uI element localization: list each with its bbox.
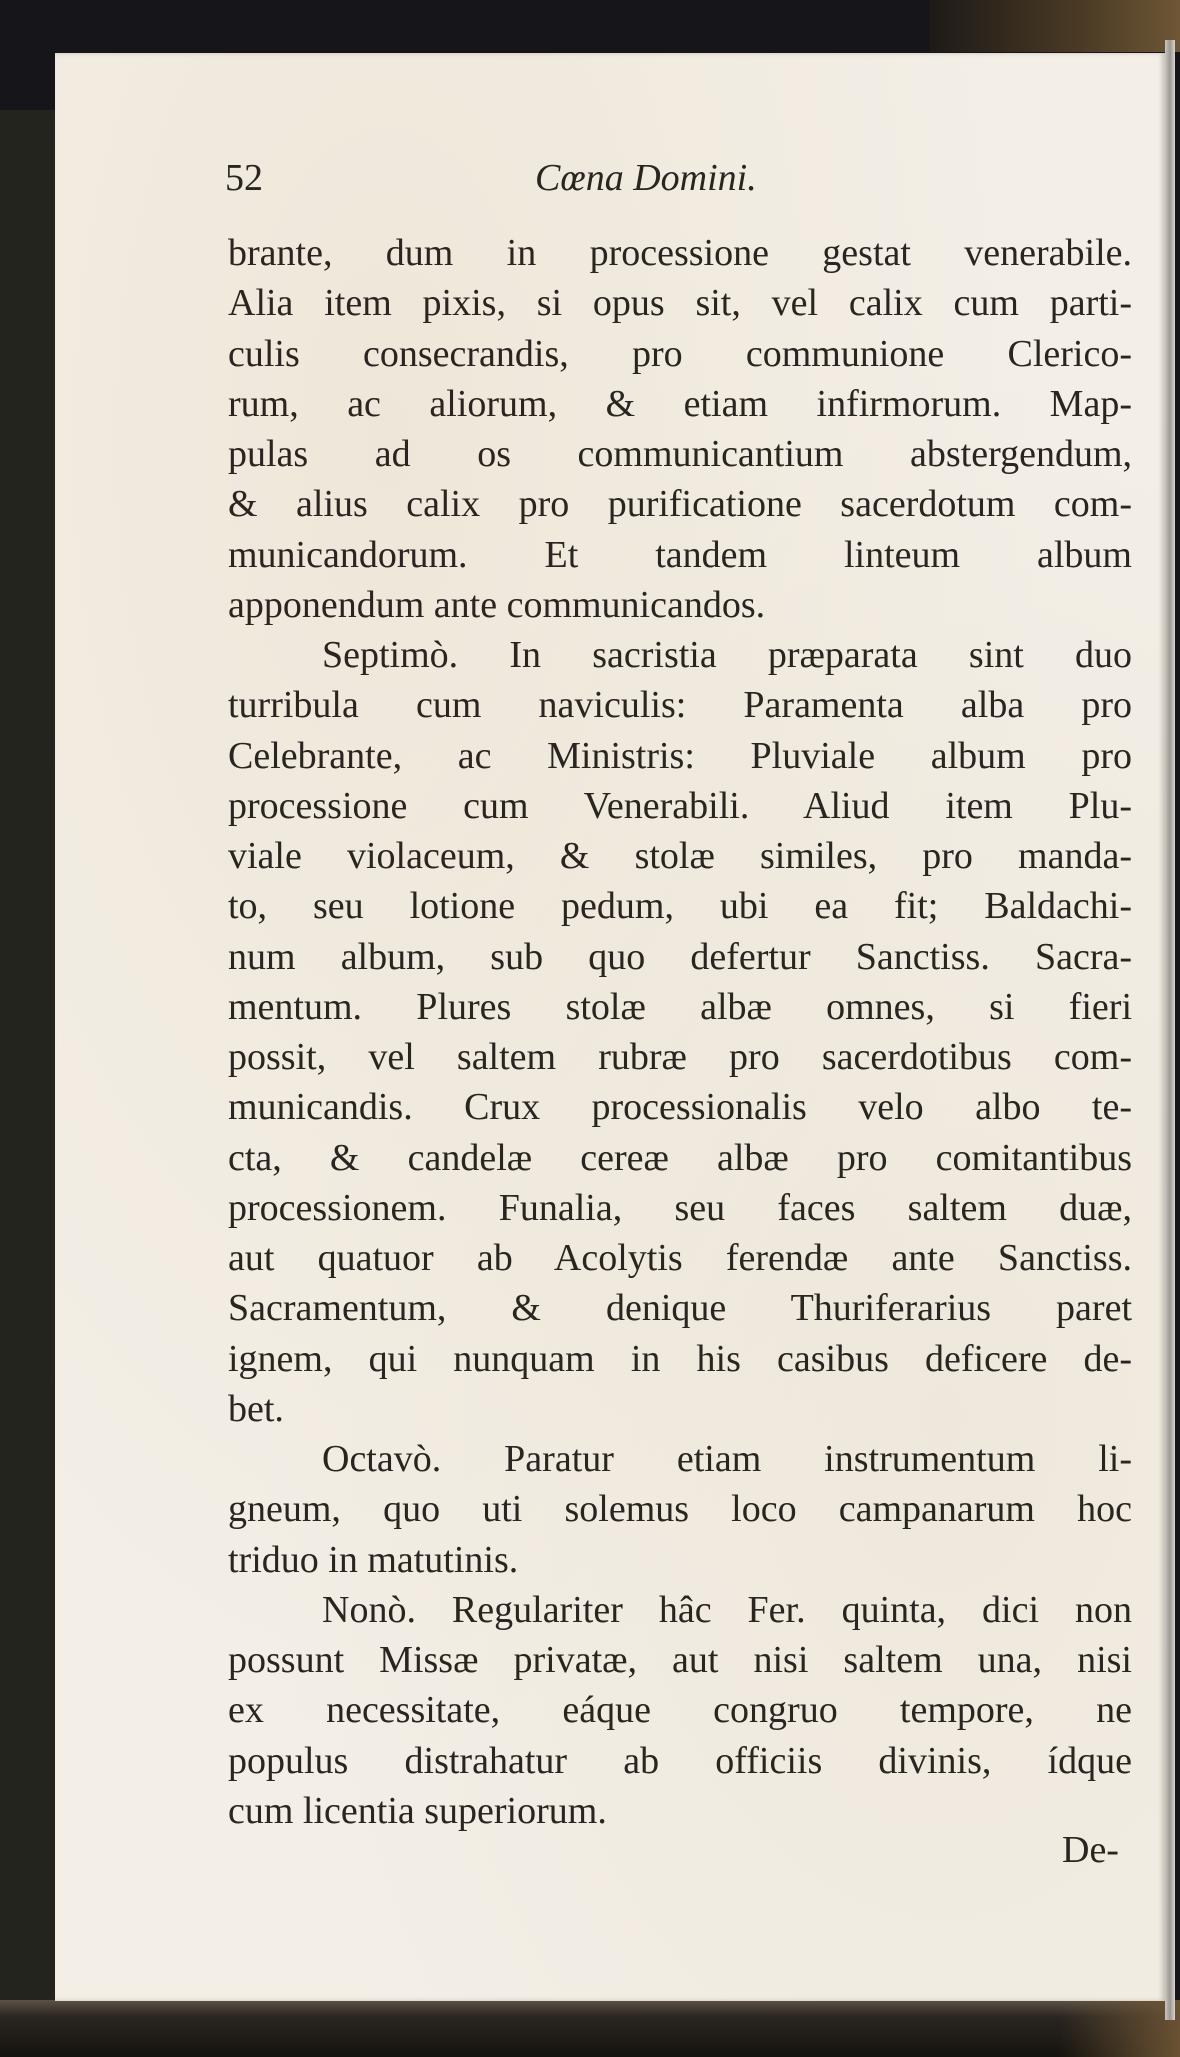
page-stack-edge (1165, 40, 1175, 2020)
text-line: ignem, qui nunquam in his casibus deficere de- (228, 1337, 1132, 1380)
scan-background-left (0, 110, 56, 2010)
text-line: municandis. Crux processionalis velo albo te- (228, 1086, 1132, 1129)
text-line: to, seu lotione pedum, ubi ea fit; Baldachi- (228, 885, 1132, 928)
text-line: Alia item pixis, si opus sit, vel calix cum parti- (228, 282, 1132, 325)
text-line: Octavò. Paratur etiam instrumentum li- (322, 1438, 1132, 1480)
text-line: possunt Missæ privatæ, aut nisi saltem una, nisi (228, 1639, 1132, 1681)
text-line: Sacramentum, & denique Thuriferarius paret (228, 1287, 1132, 1330)
catchword: De- (1062, 1829, 1119, 1871)
page-number: 52 (225, 157, 263, 199)
text-line: bet. (228, 1387, 284, 1430)
text-line: culis consecrandis, pro communione Clerico- (228, 332, 1132, 375)
text-line: & alius calix pro purificatione sacerdotum com- (228, 483, 1132, 526)
text-line: turribula cum naviculis: Paramenta alba pro (228, 684, 1132, 727)
text-line: pulas ad os communicantium abstergendum, (228, 433, 1132, 475)
text-line: processionem. Funalia, seu faces saltem duæ, (228, 1186, 1132, 1229)
text-line: possit, vel saltem rubræ pro sacerdotibus com- (228, 1036, 1132, 1078)
text-line: aut quatuor ab Acolytis ferendæ ante Sanctiss. (228, 1237, 1132, 1279)
text-line: Nonò. Regulariter hâc Fer. quinta, dici non (322, 1588, 1132, 1631)
body-text (228, 228, 1132, 1836)
book-cover-edge-top (930, 0, 1180, 52)
text-line: cta, & candelæ cereæ albæ pro comitantibus (228, 1136, 1132, 1179)
book-cover-edge-bottom (0, 2000, 1180, 2057)
text-line: municandorum. Et tandem linteum album (228, 533, 1132, 576)
text-line: processione cum Venerabili. Aliud item Plu- (228, 784, 1132, 827)
text-line: triduo in matutinis. (228, 1538, 519, 1581)
text-line: populus distrahatur ab officiis divinis, ídque (228, 1739, 1132, 1782)
text-line: apponendum ante communicandos. (228, 583, 766, 626)
text-line: num album, sub quo defertur Sanctiss. Sacra- (228, 935, 1132, 978)
text-line: Septimò. In sacristia præparata sint duo (322, 634, 1132, 676)
text-line: Celebrante, ac Ministris: Pluviale album pro (228, 734, 1132, 777)
book-cover-corner (1060, 2000, 1180, 2057)
text-line: viale violaceum, & stolæ similes, pro manda- (228, 835, 1132, 877)
text-line: brante, dum in processione gestat venerabile. (228, 232, 1132, 274)
text-line: gneum, quo uti solemus loco campanarum hoc (228, 1488, 1132, 1531)
text-line: mentum. Plures stolæ albæ omnes, si fieri (228, 985, 1132, 1028)
running-head: Cœna Domini. (535, 157, 757, 199)
text-line: cum licentia superiorum. (228, 1789, 607, 1832)
text-line: rum, ac aliorum, & etiam infirmorum. Map- (228, 382, 1132, 425)
text-line: ex necessitate, eáque congruo tempore, ne (228, 1689, 1132, 1732)
